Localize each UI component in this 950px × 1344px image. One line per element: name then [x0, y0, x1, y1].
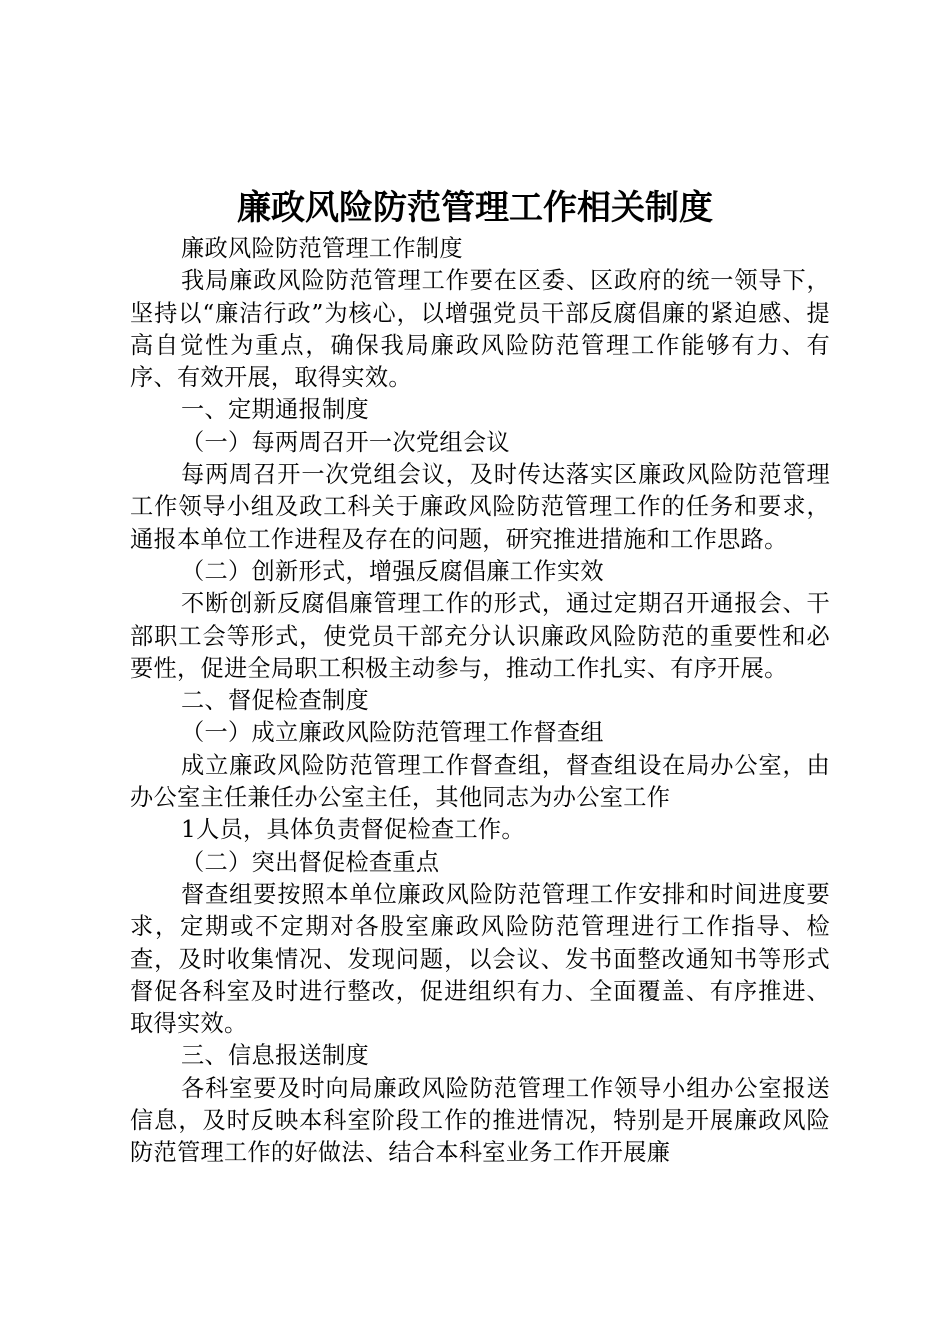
subsection-heading-2-1: （一）成立廉政风险防范管理工作督查组	[181, 719, 604, 747]
subsection-heading-2-2: （二）突出督促检查重点	[181, 848, 440, 876]
paragraph-intro: 我局廉政风险防范管理工作要在区委、区政府的统一领导下，坚持以“廉洁行政”为核心，以增强党员干部反腐倡廉的紧迫感、提高自觉性为重点，确保我局廉政风险防范管理工作能够有力、有序、有效开展，取得实效。	[130, 267, 830, 392]
section-heading-1: 一、定期通报制度	[181, 396, 369, 424]
paragraph-subtitle: 廉政风险防范管理工作制度	[181, 235, 463, 262]
paragraph-2-2: 督查组要按照本单位廉政风险防范管理工作安排和时间进度要求，定期或不定期对各股室廉政风险防范管理进行工作指导、检查，及时收集情况、发现问题，以会议、发书面整改通知书等形式督促各科室及时进行整改，促进组织有力、全面覆盖、有序推进、取得实效。	[130, 880, 830, 1038]
paragraph-2-1: 成立廉政风险防范管理工作督查组，督查组设在局办公室，由办公室主任兼任办公室主任，其他同志为办公室工作	[130, 751, 830, 812]
paragraph-3: 各科室要及时向局廉政风险防范管理工作领导小组办公室报送信息，及时反映本科室阶段工作的推进情况，特别是开展廉政风险防范管理工作的好做法、结合本科室业务工作开展廉	[130, 1074, 830, 1167]
subsection-heading-1-2: （二）创新形式，增强反腐倡廉工作实效	[181, 557, 604, 585]
document-title: 廉政风险防范管理工作相关制度	[237, 188, 713, 228]
section-heading-2: 二、督促检查制度	[181, 687, 369, 715]
section-heading-3: 三、信息报送制度	[181, 1042, 369, 1070]
paragraph-2-1-cont: 1人员，具体负责督促检查工作。	[181, 816, 525, 844]
paragraph-1-1: 每两周召开一次党组会议，及时传达落实区廉政风险防范管理工作领导小组及政工科关于廉政风险防范管理工作的任务和要求，通报本单位工作进程及存在的问题，研究推进措施和工作思路。	[130, 461, 830, 553]
paragraph-1-2: 不断创新反腐倡廉管理工作的形式，通过定期召开通报会、干部职工会等形式，使党员干部充分认识廉政风险防范的重要性和必要性，促进全局职工积极主动参与，推动工作扎实、有序开展。	[130, 590, 830, 682]
document-body	[130, 233, 830, 1170]
subsection-heading-1-1: （一）每两周召开一次党组会议	[181, 428, 510, 456]
